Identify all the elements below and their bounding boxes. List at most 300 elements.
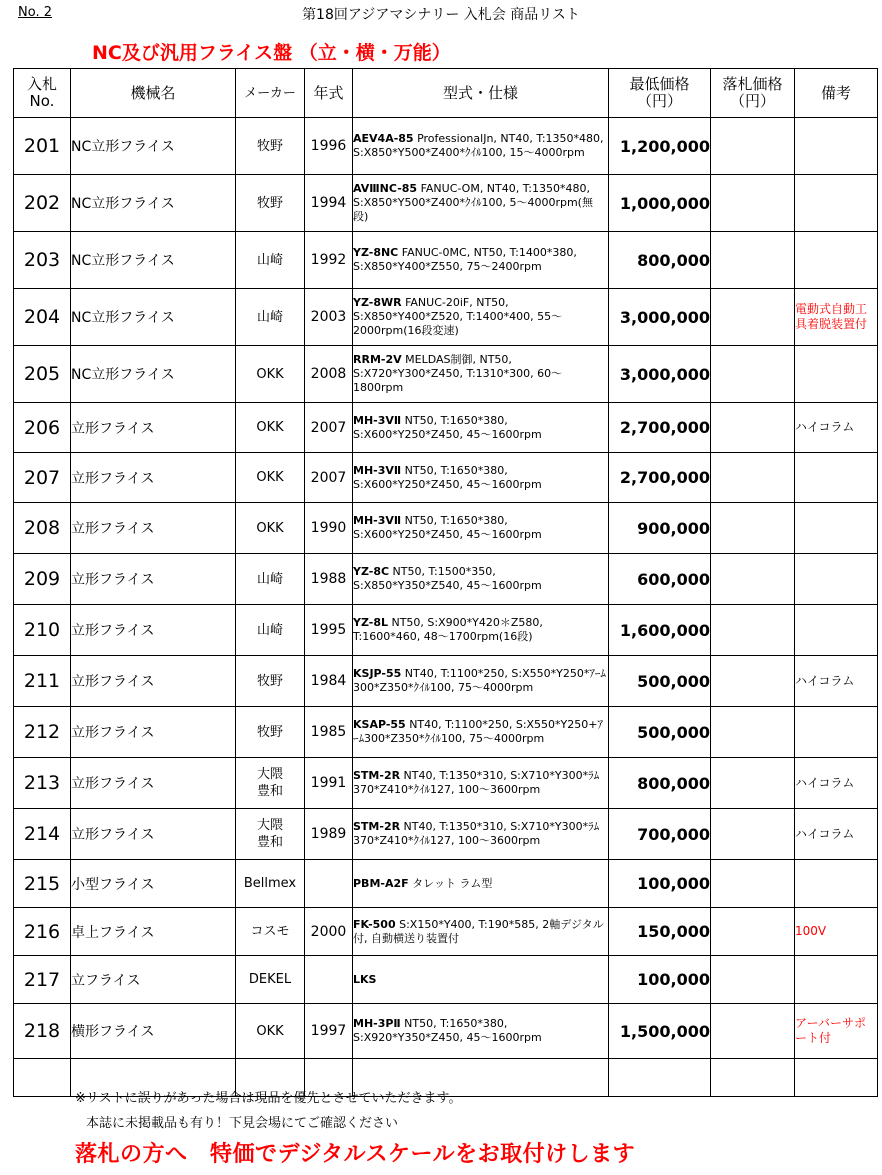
cell-bid-price xyxy=(711,289,795,346)
cell-bid-price xyxy=(711,860,795,908)
cell-year xyxy=(305,656,353,707)
cell-maker xyxy=(236,554,305,605)
cell-maker xyxy=(236,403,305,453)
maker-name: OKK xyxy=(256,470,284,485)
product-table xyxy=(13,68,878,1097)
machine-name: NC立形フライス xyxy=(71,310,175,326)
min-price: 800,000 xyxy=(637,773,710,793)
cell-bid-no xyxy=(14,403,71,453)
footnote-errata: ※リストに誤りがあった場合は現品を優先とさせていただきます。 xyxy=(75,1091,462,1106)
cell-machine-name xyxy=(71,289,236,346)
model-number: YZ-8WR xyxy=(353,296,402,309)
table-row xyxy=(14,403,878,453)
cell-model-spec xyxy=(353,289,609,346)
cell-maker xyxy=(236,860,305,908)
remarks-text: ハイコラム xyxy=(795,673,855,688)
spec-text: NT50, S:X900*Y420＊Z580, T:1600*460, 48～1700rpm(16段) xyxy=(353,616,543,643)
spec-text: NT50, T:1650*380, S:X600*Y250*Z450, 45～1600rpm xyxy=(353,463,542,491)
cell-year xyxy=(305,605,353,656)
cell-model-spec xyxy=(353,809,609,860)
bid-no: 209 xyxy=(23,568,61,590)
cell-bid-price xyxy=(711,346,795,403)
cell-machine-name xyxy=(71,346,236,403)
cell-bid-price xyxy=(711,453,795,503)
cell-year xyxy=(305,956,353,1004)
table-row xyxy=(14,908,878,956)
model-year: 1996 xyxy=(310,138,347,154)
cell-machine-name xyxy=(71,605,236,656)
cell-year xyxy=(305,232,353,289)
model-number: STM-2R xyxy=(353,820,401,833)
min-price: 1,000,000 xyxy=(619,193,710,213)
cell-bid-no xyxy=(14,656,71,707)
model-number: YZ-8C xyxy=(353,565,390,578)
page-number: No. 2 xyxy=(18,5,52,20)
remarks-text: 電動式自動工具着脱装置付 xyxy=(795,302,868,331)
cell-remarks xyxy=(795,554,878,605)
cell-maker xyxy=(236,232,305,289)
cell-remarks xyxy=(795,758,878,809)
bid-no: 207 xyxy=(23,466,61,489)
cell-min-price xyxy=(609,118,711,175)
cell-maker xyxy=(236,758,305,809)
cell-bid-price xyxy=(711,605,795,656)
machine-name: 立形フライス xyxy=(71,827,155,843)
cell-bid-price xyxy=(711,908,795,956)
cell-year xyxy=(305,118,353,175)
spec-text: NT40, T:1100*250, S:X550*Y250+ｱｰﾑ300*Z350*ｸｲﾙ100, 75～4000rpm xyxy=(353,718,603,745)
model-year: 1991 xyxy=(310,775,347,791)
model-year: 1990 xyxy=(310,520,347,536)
cell-machine-name xyxy=(71,403,236,453)
table-row xyxy=(14,1004,878,1059)
cell-maker xyxy=(236,656,305,707)
table-row xyxy=(14,554,878,605)
cell-machine-name xyxy=(71,503,236,554)
machine-name: 立形フライス xyxy=(71,674,155,690)
cell-min-price xyxy=(609,605,711,656)
cell-model-spec xyxy=(353,956,609,1004)
cell-model-spec xyxy=(353,175,609,232)
maker-name: 山崎 xyxy=(256,622,283,638)
bid-no: 217 xyxy=(23,968,61,991)
model-year: 1995 xyxy=(310,622,347,638)
model-number: AEV4A-85 xyxy=(353,132,414,145)
cell-bid-no xyxy=(14,605,71,656)
spec-text: NT40, T:1350*310, S:X710*Y300*ﾗﾑ370*Z410*ｸｲﾙ127, 100～3600rpm xyxy=(353,820,600,847)
machine-name: 立形フライス xyxy=(71,776,155,792)
maker-name: コスモ xyxy=(250,924,290,939)
table-row xyxy=(14,503,878,554)
cell-bid-no xyxy=(14,346,71,403)
model-number: LKS xyxy=(353,972,377,986)
cell-remarks xyxy=(795,403,878,453)
cell-remarks xyxy=(795,503,878,554)
cell-model-spec xyxy=(353,118,609,175)
min-price: 2,700,000 xyxy=(619,468,710,487)
cell-model-spec xyxy=(353,758,609,809)
table-row xyxy=(14,809,878,860)
cell-bid-no xyxy=(14,956,71,1004)
maker-name: OKK xyxy=(256,1023,284,1039)
cell-model-spec xyxy=(353,554,609,605)
cell-bid-price xyxy=(711,118,795,175)
min-price: 600,000 xyxy=(637,569,710,589)
table-row xyxy=(14,453,878,503)
cell-year xyxy=(305,453,353,503)
bid-no: 213 xyxy=(23,772,61,794)
maker-name: 牧野 xyxy=(256,138,283,154)
col-header-maker: メーカー xyxy=(236,69,305,118)
cell-year xyxy=(305,554,353,605)
model-year: 2007 xyxy=(310,469,347,486)
remarks-text: ハイコラム xyxy=(795,775,855,790)
machine-name: 小型フライス xyxy=(71,876,155,893)
cell-remarks xyxy=(795,908,878,956)
bid-no: 206 xyxy=(23,416,61,439)
spec-text: ProfessionalJn, NT40, T:1350*480, S:X850*Y500*Z400*ｸｲﾙ100, 15～4000rpm xyxy=(353,132,604,159)
cell-min-price xyxy=(609,758,711,809)
remarks-text: ハイコラム xyxy=(795,420,855,434)
bid-no: 215 xyxy=(23,872,61,895)
cell-remarks xyxy=(795,346,878,403)
cell-machine-name xyxy=(71,908,236,956)
category-title: NC及び汎用フライス盤 （立・横・万能） xyxy=(92,42,451,64)
min-price: 500,000 xyxy=(637,671,710,691)
maker-name: OKK xyxy=(256,366,284,382)
machine-name: 立形フライス xyxy=(71,725,155,741)
cell-min-price xyxy=(609,453,711,503)
table-header-row xyxy=(14,69,878,118)
bid-no: 201 xyxy=(23,135,61,157)
cell-bid-no xyxy=(14,175,71,232)
min-price: 700,000 xyxy=(637,824,710,844)
cell-bid-no xyxy=(14,908,71,956)
cell-machine-name xyxy=(71,453,236,503)
min-price: 150,000 xyxy=(637,922,710,941)
cell-model-spec xyxy=(353,656,609,707)
machine-name: 卓上フライス xyxy=(71,924,155,941)
cell-year xyxy=(305,175,353,232)
cell-bid-no xyxy=(14,453,71,503)
model-number: RRM-2V xyxy=(353,353,402,366)
min-price: 1,500,000 xyxy=(619,1021,710,1041)
cell-remarks xyxy=(795,656,878,707)
table-row xyxy=(14,956,878,1004)
cell-maker xyxy=(236,346,305,403)
cell-bid-no xyxy=(14,232,71,289)
cell-min-price xyxy=(609,707,711,758)
cell-bid-price xyxy=(711,656,795,707)
spec-text: NT50, T:1650*380, S:X600*Y250*Z450, 45～1600rpm xyxy=(353,514,542,541)
cell-year xyxy=(305,707,353,758)
col-header-machine-name: 機械名 xyxy=(71,69,236,118)
model-year: 1984 xyxy=(310,673,347,689)
cell-bid-price xyxy=(711,403,795,453)
machine-name: 立形フライス xyxy=(71,623,155,639)
cell-min-price xyxy=(609,232,711,289)
cell-remarks xyxy=(795,453,878,503)
min-price: 900,000 xyxy=(637,518,710,538)
spec-text: MELDAS制御, NT50, S:X720*Y300*Z450, T:1310*300, 60～1800rpm xyxy=(353,353,563,394)
cell-min-price xyxy=(609,656,711,707)
cell-maker xyxy=(236,707,305,758)
machine-name: NC立形フライス xyxy=(71,367,175,383)
cell-remarks xyxy=(795,175,878,232)
cell-bid-no xyxy=(14,707,71,758)
min-price: 500,000 xyxy=(637,722,710,742)
spec-text: S:X150*Y400, T:190*585, 2軸デジタル付, 自動横送り装置付 xyxy=(353,917,604,945)
spec-text: タレット ラム型 xyxy=(408,876,493,890)
model-number: AVⅢNC-85 xyxy=(353,182,418,195)
spec-text: FANUC-20iF, NT50, S:X850*Y400*Z520, T:1400*400, 55～2000rpm(16段変速) xyxy=(353,296,563,337)
model-number: YZ-8L xyxy=(353,616,388,629)
cell-remarks xyxy=(795,707,878,758)
cell-model-spec xyxy=(353,453,609,503)
cell-remarks xyxy=(795,605,878,656)
remarks-text: ハイコラム xyxy=(795,826,855,841)
cell-year xyxy=(305,809,353,860)
cell-bid-price xyxy=(711,175,795,232)
model-number: PBM-A2F xyxy=(353,876,409,890)
cell-machine-name xyxy=(71,956,236,1004)
spec-text: NT40, T:1350*310, S:X710*Y300*ﾗﾑ370*Z410*ｸｲﾙ127, 100～3600rpm xyxy=(353,769,600,796)
cell-machine-name xyxy=(71,1004,236,1059)
cell-bid-no xyxy=(14,118,71,175)
model-year: 1997 xyxy=(310,1023,347,1039)
bid-no: 208 xyxy=(23,517,61,539)
bid-no: 202 xyxy=(23,192,61,214)
cell-model-spec xyxy=(353,605,609,656)
cell-bid-no xyxy=(14,503,71,554)
model-number: MH-3VⅡ xyxy=(353,413,402,427)
footnote-unlisted: 本誌に未掲載品も有り！下見会場にてご確認ください xyxy=(86,1116,399,1131)
bid-no: 211 xyxy=(23,670,61,692)
maker-name: 山崎 xyxy=(256,309,283,325)
model-number: KSAP-55 xyxy=(353,718,406,731)
min-price: 1,200,000 xyxy=(619,136,710,156)
cell-model-spec xyxy=(353,707,609,758)
bid-no: 204 xyxy=(23,306,61,328)
cell-year xyxy=(305,860,353,908)
table-row xyxy=(14,118,878,175)
cell-min-price xyxy=(609,1004,711,1059)
col-header-model-spec: 型式・仕様 xyxy=(353,69,609,118)
model-number: KSJP-55 xyxy=(353,667,402,680)
table-row xyxy=(14,232,878,289)
col-header-remarks: 備考 xyxy=(795,69,878,118)
maker-name: 山崎 xyxy=(256,252,283,268)
model-number: YZ-8NC xyxy=(353,246,399,259)
cell-bid-no xyxy=(14,289,71,346)
min-price: 3,000,000 xyxy=(619,364,710,384)
model-year: 1985 xyxy=(310,724,347,740)
min-price: 100,000 xyxy=(637,874,710,893)
maker-name: 山崎 xyxy=(256,571,283,587)
cell-machine-name xyxy=(71,554,236,605)
machine-name: 立形フライス xyxy=(71,521,155,537)
table-row xyxy=(14,346,878,403)
model-year: 2000 xyxy=(310,923,347,940)
table-row xyxy=(14,860,878,908)
model-year: 1988 xyxy=(310,571,347,587)
cell-min-price xyxy=(609,289,711,346)
bid-no: 205 xyxy=(23,363,61,385)
table-row xyxy=(14,605,878,656)
cell-year xyxy=(305,403,353,453)
machine-name: 横形フライス xyxy=(71,1024,155,1040)
model-year: 2007 xyxy=(310,419,347,436)
machine-name: 立形フライス xyxy=(71,420,155,437)
min-price: 3,000,000 xyxy=(619,307,710,327)
cell-maker xyxy=(236,453,305,503)
table-row xyxy=(14,289,878,346)
cell-bid-no xyxy=(14,1059,71,1097)
cell-min-price xyxy=(609,908,711,956)
cell-maker xyxy=(236,1004,305,1059)
cell-machine-name xyxy=(71,707,236,758)
table-row xyxy=(14,758,878,809)
cell-bid-price xyxy=(711,232,795,289)
model-number: STM-2R xyxy=(353,769,401,782)
machine-name: NC立形フライス xyxy=(71,253,175,269)
cell-maker xyxy=(236,118,305,175)
maker-name: OKK xyxy=(256,420,284,435)
maker-name: 牧野 xyxy=(256,673,283,689)
cell-model-spec xyxy=(353,908,609,956)
cell-min-price xyxy=(609,1059,711,1097)
remarks-text: アーバーサポート付 xyxy=(795,1016,867,1045)
cell-min-price xyxy=(609,346,711,403)
cell-bid-price xyxy=(711,956,795,1004)
cell-year xyxy=(305,1004,353,1059)
cell-year xyxy=(305,346,353,403)
spec-text: FANUC-OM, NT40, T:1350*480, S:X850*Y500*Z400*ｸｲﾙ100, 5～4000rpm(無段) xyxy=(353,182,593,223)
cell-model-spec xyxy=(353,232,609,289)
min-price: 800,000 xyxy=(637,250,710,270)
maker-name: 牧野 xyxy=(256,195,283,211)
cell-machine-name xyxy=(71,118,236,175)
bid-no: 216 xyxy=(23,920,61,943)
cell-machine-name xyxy=(71,758,236,809)
maker-name: OKK xyxy=(256,520,284,536)
cell-maker xyxy=(236,956,305,1004)
cell-machine-name xyxy=(71,232,236,289)
spec-text: NT50, T:1650*380, S:X600*Y250*Z450, 45～1600rpm xyxy=(353,413,542,441)
col-header-year: 年式 xyxy=(305,69,353,118)
min-price: 1,600,000 xyxy=(619,620,710,640)
cell-remarks xyxy=(795,289,878,346)
cell-maker xyxy=(236,175,305,232)
col-header-bid-no: 入札 No. xyxy=(14,69,71,118)
model-year: 1989 xyxy=(310,826,347,842)
cell-remarks xyxy=(795,809,878,860)
spec-text: NT40, T:1100*250, S:X550*Y250*ｱｰﾑ300*Z350*ｸｲﾙ100, 75～4000rpm xyxy=(353,667,606,694)
table-row xyxy=(14,175,878,232)
cell-year xyxy=(305,289,353,346)
col-header-min-price: 最低価格 （円） xyxy=(609,69,711,118)
cell-bid-price xyxy=(711,1004,795,1059)
cell-bid-price xyxy=(711,707,795,758)
spec-text: NT50, T:1650*380, S:X920*Y350*Z450, 45～1600rpm xyxy=(353,1017,542,1044)
cell-machine-name xyxy=(71,175,236,232)
cell-min-price xyxy=(609,503,711,554)
cell-bid-no xyxy=(14,860,71,908)
cell-bid-price xyxy=(711,554,795,605)
document-title: 第18回アジアマシナリー 入札会 商品リスト xyxy=(302,7,580,23)
cell-bid-no xyxy=(14,554,71,605)
cell-bid-price xyxy=(711,1059,795,1097)
cell-bid-no xyxy=(14,1004,71,1059)
cell-remarks xyxy=(795,1059,878,1097)
min-price: 100,000 xyxy=(637,970,710,989)
model-year: 2003 xyxy=(310,309,347,325)
table-row xyxy=(14,707,878,758)
spec-text: FANUC-0MC, NT50, T:1400*380, S:X850*Y400*Z550, 75～2400rpm xyxy=(353,246,577,273)
cell-maker xyxy=(236,605,305,656)
maker-name: 大隈 豊和 xyxy=(256,818,283,850)
cell-bid-price xyxy=(711,758,795,809)
cell-bid-price xyxy=(711,503,795,554)
cell-bid-no xyxy=(14,758,71,809)
cell-model-spec xyxy=(353,860,609,908)
cell-machine-name xyxy=(71,656,236,707)
spec-text: NT50, T:1500*350, S:X850*Y350*Z540, 45～1600rpm xyxy=(353,565,542,592)
cell-remarks xyxy=(795,1004,878,1059)
cell-model-spec xyxy=(353,346,609,403)
model-number: MH-3VⅡ xyxy=(353,514,402,527)
bid-no: 218 xyxy=(23,1020,61,1042)
col-header-bid-price: 落札価格 （円） xyxy=(711,69,795,118)
cell-min-price xyxy=(609,175,711,232)
bid-no: 203 xyxy=(23,249,61,271)
cell-year xyxy=(305,758,353,809)
model-year: 2008 xyxy=(310,366,347,382)
cell-min-price xyxy=(609,403,711,453)
machine-name: 立形フライス xyxy=(71,572,155,588)
machine-name: NC立形フライス xyxy=(71,196,175,212)
maker-name: 牧野 xyxy=(256,724,283,740)
maker-name: Bellmex xyxy=(243,876,297,891)
cell-maker xyxy=(236,908,305,956)
cell-remarks xyxy=(795,118,878,175)
cell-min-price xyxy=(609,554,711,605)
cell-maker xyxy=(236,809,305,860)
model-number: FK-500 xyxy=(353,917,396,931)
table-row xyxy=(14,656,878,707)
min-price: 2,700,000 xyxy=(619,418,710,437)
cell-min-price xyxy=(609,809,711,860)
model-number: MH-3VⅡ xyxy=(353,463,402,477)
machine-name: NC立形フライス xyxy=(71,139,175,155)
cell-min-price xyxy=(609,860,711,908)
cell-bid-price xyxy=(711,809,795,860)
cell-year xyxy=(305,503,353,554)
machine-name: 立フライス xyxy=(71,972,141,989)
bid-no: 212 xyxy=(23,721,61,743)
remarks-text: 100V xyxy=(795,924,827,938)
cell-maker xyxy=(236,503,305,554)
cell-remarks xyxy=(795,956,878,1004)
model-number: MH-3PⅡ xyxy=(353,1017,401,1030)
machine-name: 立形フライス xyxy=(71,470,155,487)
cell-maker xyxy=(236,289,305,346)
cell-bid-no xyxy=(14,809,71,860)
maker-name: 大隈 豊和 xyxy=(256,767,283,799)
cell-model-spec xyxy=(353,503,609,554)
bid-no: 210 xyxy=(23,619,61,641)
cell-model-spec xyxy=(353,1004,609,1059)
